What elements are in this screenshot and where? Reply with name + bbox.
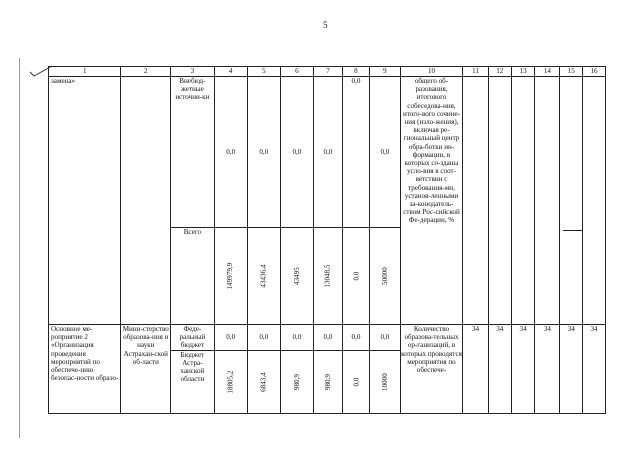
- header-cell: 2: [121, 67, 171, 77]
- value-cell: [280, 228, 313, 325]
- target-cell: 34: [511, 325, 535, 414]
- target-cell: [583, 77, 606, 325]
- value-text: 18805,2: [226, 370, 235, 394]
- indicator-cell: общего об-разования, итогового собеседова-ния, итого-вого сочине-ния (изло-жения), включая ре-гиональный центр обра-ботки ин-формации, в которых со-зданы усло-вия в соот-ветствии с требования-ми, установ-ленными за-конодатель-ством Рос-сийской Фе-дерации, %: [400, 77, 462, 325]
- value-cell: [369, 350, 400, 413]
- header-cell: 5: [247, 67, 280, 77]
- value-cell: [280, 350, 313, 413]
- executor-cell: Мини-стерство образова-ния и науки Астрахан-ской об-ласти: [121, 325, 171, 414]
- value-cell: 0,0: [247, 77, 280, 228]
- value-text: 0,0: [351, 271, 360, 281]
- table-rule: [563, 230, 583, 231]
- executor-cell: [121, 77, 171, 325]
- activity-cell: замена»: [49, 77, 121, 325]
- header-cell: 13: [511, 67, 535, 77]
- activity-cell: Основное ме-роприятие 2 «Организация проведения мероприятий по обеспече-нию безопас-ности образо-: [49, 325, 121, 414]
- target-cell: [535, 77, 560, 325]
- target-cell: 34: [488, 325, 511, 414]
- value-cell: 0,0: [342, 77, 369, 228]
- target-cell: 34: [463, 325, 489, 414]
- value-text: 980,9: [323, 373, 332, 390]
- value-cell: 0,0: [314, 77, 343, 228]
- value-text: 50000: [380, 267, 389, 285]
- value-cell: [214, 228, 247, 325]
- target-cell: 34: [560, 325, 583, 414]
- value-cell: 0,0: [280, 77, 313, 228]
- funding-source-cell: Внебюд-жетные источни-ки: [171, 77, 214, 228]
- value-cell: [314, 228, 343, 325]
- value-cell: 0,0: [214, 325, 247, 351]
- value-text: 980,9: [292, 373, 301, 390]
- header-cell: 10: [400, 67, 462, 77]
- header-cell: 15: [560, 67, 583, 77]
- header-cell: 9: [369, 67, 400, 77]
- header-cell: 12: [488, 67, 511, 77]
- value-cell: [247, 350, 280, 413]
- value-cell: 0,0: [369, 77, 400, 228]
- target-cell: [463, 77, 489, 325]
- value-cell: 0,0: [314, 325, 343, 351]
- header-cell: 16: [583, 67, 606, 77]
- value-cell: 0,0: [280, 325, 313, 351]
- value-cell: [342, 350, 369, 413]
- funding-source-cell: Всего: [171, 228, 214, 325]
- header-cell: 4: [214, 67, 247, 77]
- target-cell: [560, 77, 583, 325]
- value-text: 0,0: [351, 377, 360, 387]
- program-table: [48, 66, 606, 414]
- header-cell: 3: [171, 67, 214, 77]
- value-cell: [342, 228, 369, 325]
- table-row: [49, 325, 606, 351]
- page-number: 5: [323, 20, 328, 30]
- value-cell: 0,0: [247, 325, 280, 351]
- target-cell: [488, 77, 511, 325]
- header-cell: 14: [535, 67, 560, 77]
- table-row: [49, 77, 606, 228]
- target-cell: 34: [535, 325, 560, 414]
- value-cell: 0,0: [214, 77, 247, 228]
- value-cell: [214, 350, 247, 413]
- value-text: 10000: [380, 372, 389, 391]
- value-text: 43495: [292, 267, 301, 285]
- value-cell: 0,0: [369, 325, 400, 351]
- funding-source-cell: Бюджет Астра-ханской области: [171, 350, 214, 413]
- header-cell: 11: [463, 67, 489, 77]
- header-row: [49, 67, 606, 77]
- indicator-cell: Количество образова-тельных ор-ганизаций, в которых проводятся мероприятия по обеспече-: [400, 325, 462, 414]
- value-text: 149979,9: [226, 262, 235, 290]
- margin-line: [19, 58, 20, 438]
- target-cell: [511, 77, 535, 325]
- value-text: 6843,4: [259, 371, 268, 392]
- funding-source-cell: Феде-ральный бюджет: [171, 325, 214, 351]
- header-cell: 1: [49, 67, 121, 77]
- value-text: 43436,4: [259, 264, 268, 288]
- value-cell: [369, 228, 400, 325]
- value-cell: [314, 350, 343, 413]
- target-cell: 34: [583, 325, 606, 414]
- value-text: 13048,5: [323, 264, 332, 288]
- value-cell: [247, 228, 280, 325]
- header-cell: 8: [342, 67, 369, 77]
- value-cell: 0,0: [342, 325, 369, 351]
- header-cell: 7: [314, 67, 343, 77]
- header-cell: 6: [280, 67, 313, 77]
